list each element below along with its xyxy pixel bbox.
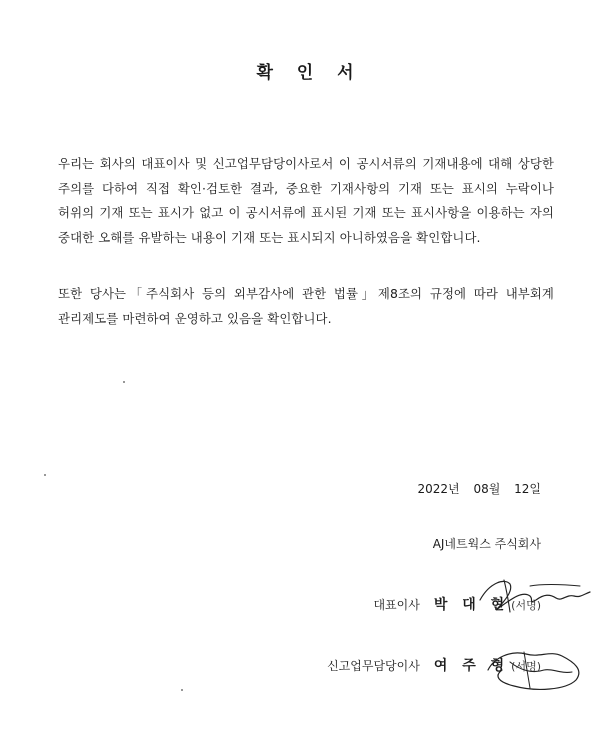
internal-control-paragraph: 또한 당사는「주식회사 등의 외부감사에 관한 법률」제8조의 규정에 따라 내부회계 관리제도를 마련하여 운영하고 있음을 확인합니다.	[58, 286, 554, 326]
signatory-ceo	[373, 594, 541, 614]
document-date: 2022년 08월 12일	[417, 482, 541, 496]
signatory-name: 여 주 형	[433, 658, 510, 674]
signatory-role: 신고업무담당이사	[327, 659, 420, 673]
scan-speck	[44, 474, 46, 476]
signatory-role: 대표이사	[373, 598, 420, 612]
scan-speck	[181, 689, 183, 691]
signatory-disclosure-officer	[327, 655, 541, 675]
signature-label: (서명)	[511, 660, 541, 673]
scan-speck	[123, 381, 125, 383]
signature-label: (서명)	[511, 599, 541, 612]
confirmation-paragraph: 우리는 회사의 대표이사 및 신고업무담당이사로서 이 공시서류의 기재내용에 대해 상당한 주의를 다하여 직접 확인·검토한 결과, 중요한 기재사항의 기재 또는 표시의 누락이나 허위의 기재 또는 표시가 없고 이 공시서류에 표시된 기재 또는 표시사항을 이용하는 자의 중대한 오해를 유발하는 내용이 기재 또는 표시되지 아니하였음을 확인합니다.	[58, 156, 554, 245]
signatory-name: 박 대 현	[433, 597, 510, 613]
document-title: 확 인 서	[256, 63, 363, 83]
company-name: AJ네트웍스 주식회사	[432, 537, 541, 551]
